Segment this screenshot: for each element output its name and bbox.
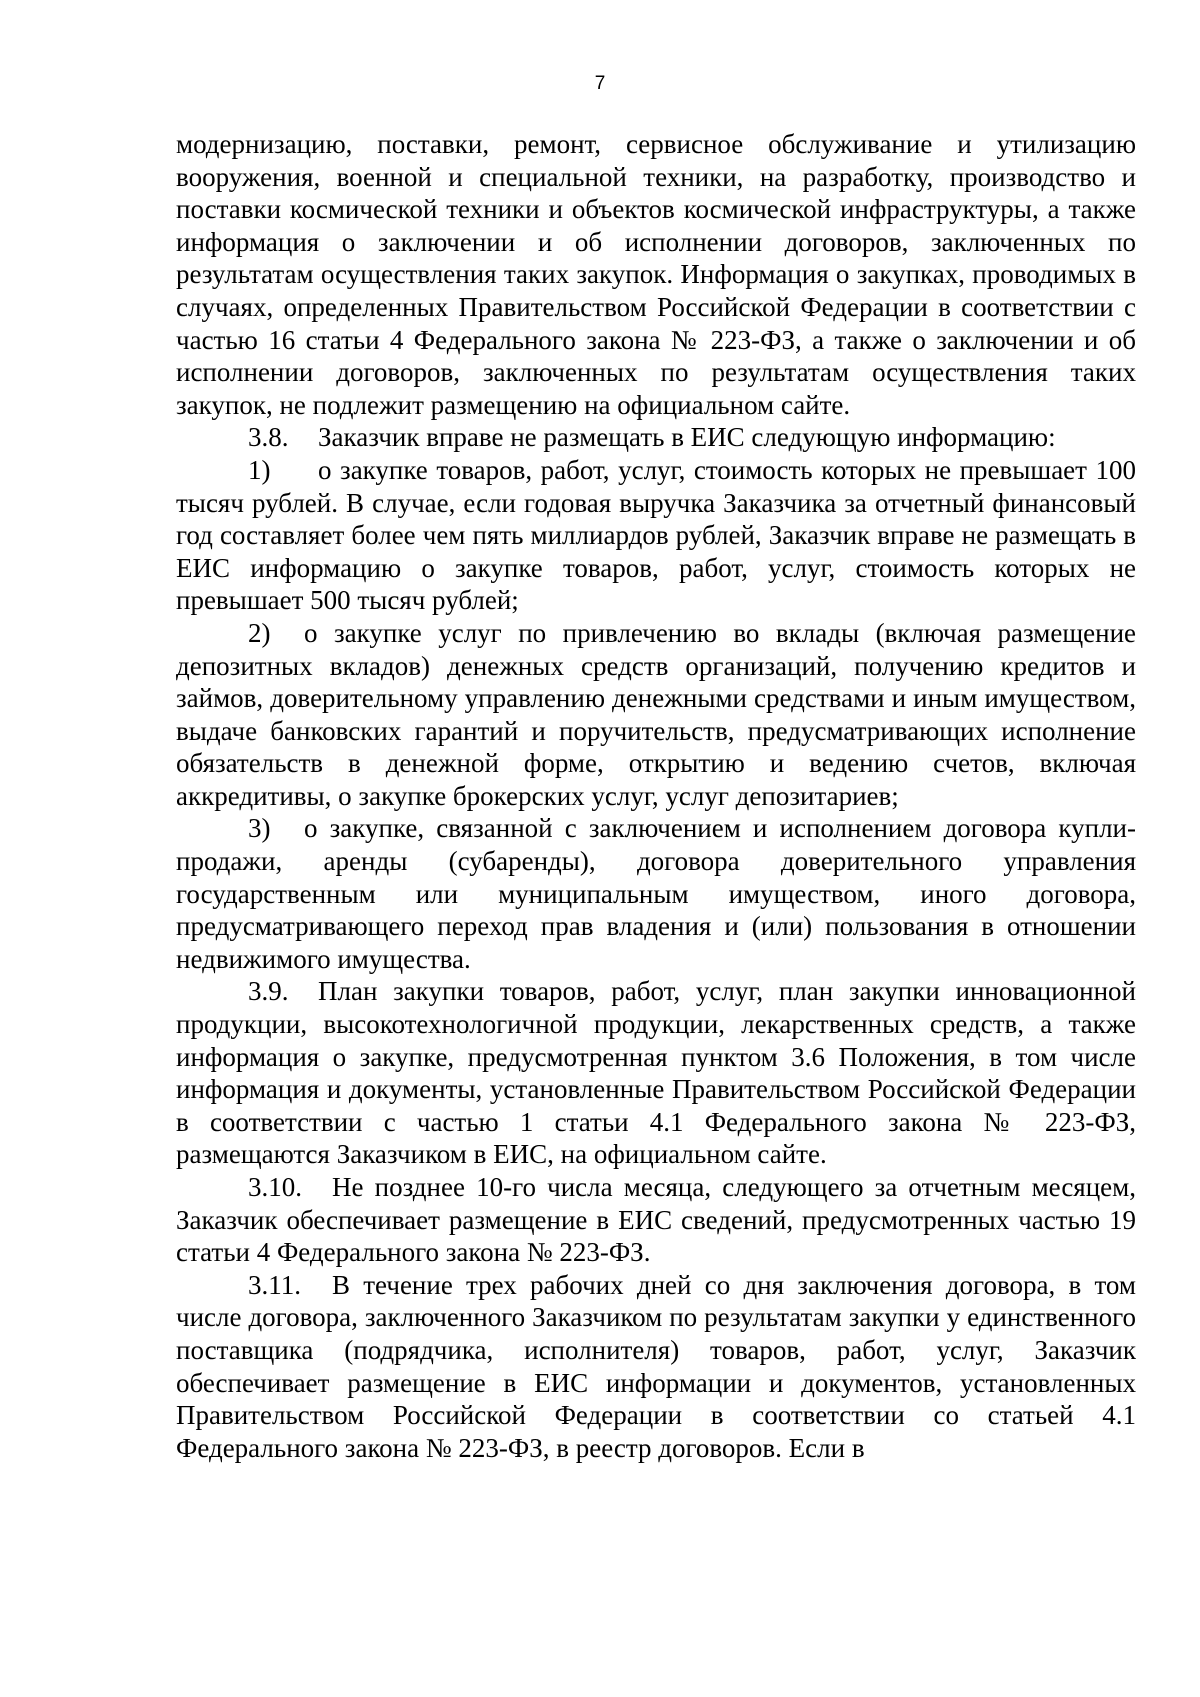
paragraph-3-9 [176, 975, 1136, 1171]
list-item-3 [176, 812, 1136, 975]
paragraph-text: План закупки товаров, работ, услуг, план закупки инновационной продукции, высокотехнологичной продукции, лекарственных средств, а также информация о закупке, предусмотренная пунктом 3.6 Положения, в том числе информация и документы, установленные Правительством Российской Федерации в соответствии с частью 1 статьи 4.1 Федерального закона № 223-ФЗ, размещаются Заказчиком в ЕИС, на официальном сайте. [176, 976, 1136, 1170]
list-item-number: 1) [248, 454, 271, 485]
list-item-text: о закупке услуг по привлечению во вклады (включая размещение депозитных вкладов) денежных средств организаций, получению кредитов и займов, доверительному управлению денежными средствами и иным имуществом, выдаче банковских гарантий и поручительств, предусматривающих исполнение обязательств в денежной форме, открытию и ведению счетов, включая аккредитивы, о закупке брокерских услуг, услуг депозитариев; [176, 617, 1136, 811]
paragraph-3-11 [176, 1269, 1136, 1465]
paragraph-text: модернизацию, поставки, ремонт, сервисное обслуживание и утилизацию вооружения, военной и специальной техники, на разработку, производство и поставки космической техники и объектов космической инфраструктуры, а также информация о заключении и об исполнении договоров, заключенных по результатам осуществления таких закупок. Информация о закупках, проводимых в случаях, определенных Правительством Российской Федерации в соответствии с частью 16 статьи 4 Федерального закона № 223-ФЗ, а также о заключении и об исполнении договоров, заключенных по результатам осуществления таких закупок, не подлежит размещению на официальном сайте. [176, 129, 1136, 420]
paragraph-number: 3.8. [248, 422, 289, 453]
paragraph-continuation [176, 128, 1136, 421]
paragraph-number: 3.11. [248, 1269, 301, 1300]
list-item-text: о закупке, связанной с заключением и исполнением договора купли-продажи, аренды (субаренды), договора доверительного управления государственным или муниципальным имуществом, иного договора, предусматривающего переход прав владения и (или) пользования в отношении недвижимого имущества. [176, 813, 1136, 974]
document-body [176, 128, 1136, 1464]
paragraph-text: В течение трех рабочих дней со дня заключения договора, в том числе договора, заключенного Заказчиком по результатам закупки у единственного поставщика (подрядчика, исполнителя) товаров, работ, услуг, Заказчик обеспечивает размещение в ЕИС информации и документов, установленных Правительством Российской Федерации в соответствии со статьей 4.1 Федерального закона № 223-ФЗ, в реестр договоров. Если в [176, 1269, 1136, 1463]
list-item-number: 3) [248, 813, 271, 844]
paragraph-3-8 [176, 421, 1136, 454]
page-number: 7 [594, 73, 606, 94]
list-item-text: о закупке товаров, работ, услуг, стоимость которых не превышает 100 тысяч рублей. В случае, если годовая выручка Заказчика за отчетный финансовый год составляет более чем пять миллиардов рублей, Заказчик вправе не размещать в ЕИС информацию о закупке товаров, работ, услуг, стоимость которых не превышает 500 тысяч рублей; [176, 454, 1136, 616]
paragraph-3-10 [176, 1171, 1136, 1269]
list-item-2 [176, 617, 1136, 813]
list-item-number: 2) [248, 617, 271, 648]
paragraph-text: Заказчик вправе не размещать в ЕИС следующую информацию: [318, 422, 1056, 453]
paragraph-number: 3.9. [248, 976, 289, 1007]
paragraph-number: 3.10. [248, 1172, 302, 1202]
list-item-1 [176, 454, 1136, 617]
paragraph-text: Не позднее 10-го числа месяца, следующего за отчетным месяцем, Заказчик обеспечивает размещение в ЕИС сведений, предусмотренных частью 19 статьи 4 Федерального закона № 223-ФЗ. [176, 1172, 1136, 1268]
